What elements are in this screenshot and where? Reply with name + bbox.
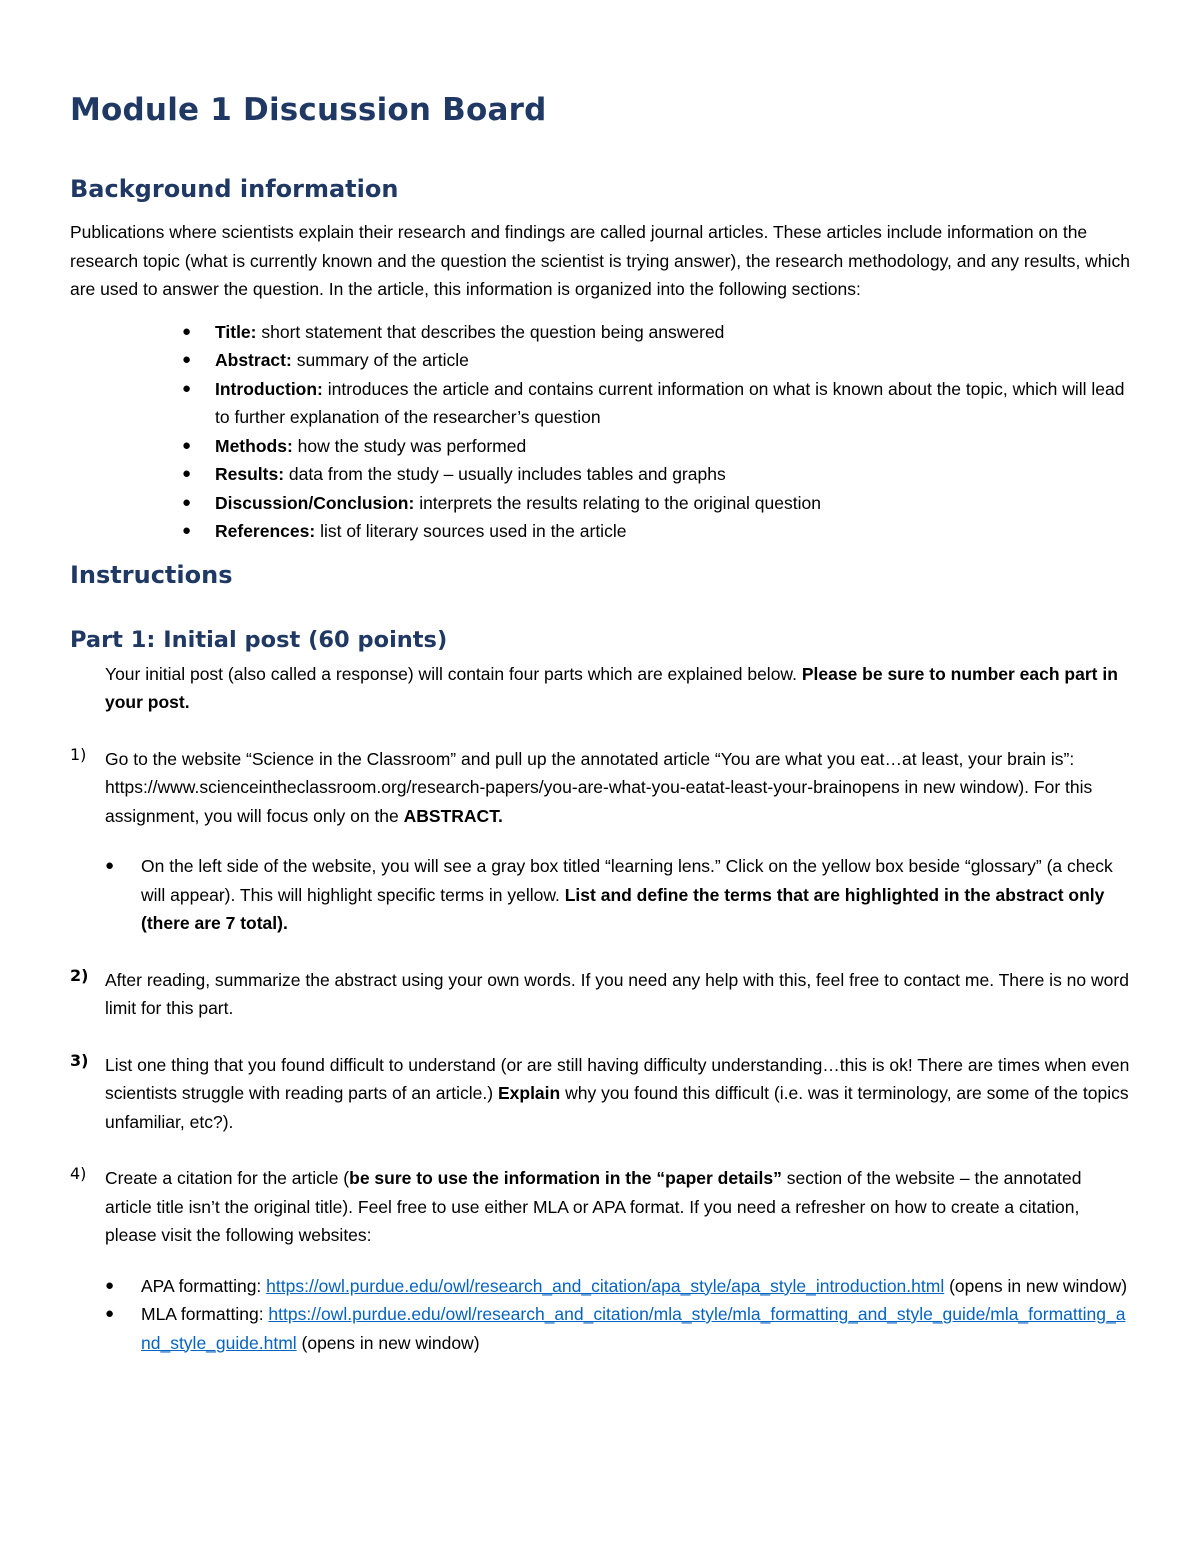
document-page <box>70 88 1132 1385</box>
bullet-icon: ● <box>105 1276 115 1294</box>
step-number: 4) <box>70 1164 87 1183</box>
list-item: ● Abstract: summary of the article <box>70 346 1132 375</box>
step-3: 3) List one thing that you found difficult to understand (or are still having difficulty understanding…this is ok! There are times when even scientists struggle with reading parts of an article.) Explain why you found this difficult (i.e. was it terminology, are some of the topics unfamiliar, etc?). <box>70 1050 1130 1132</box>
bullet-icon: ● <box>182 436 192 454</box>
part1-heading: Part 1: Initial post (60 points) <box>70 626 448 653</box>
list-item: ● On the left side of the website, you will see a gray box titled “learning lens.” Click on the yellow box beside “glossary” (a check will appear). This will highlight specific terms in yellow. List and define the terms that are highlighted in the abstract only (there are 7 total). <box>70 852 1132 938</box>
list-item: ● References: list of literary sources used in the article <box>70 517 1132 546</box>
background-heading: Background information <box>70 175 399 203</box>
list-item: ● Title: short statement that describes the question being answered <box>70 318 1132 347</box>
list-item: ● Discussion/Conclusion: interprets the results relating to the original question <box>70 489 1132 518</box>
step-1: 1) Go to the website “Science in the Classroom” and pull up the annotated article “You are what you eat…at least, your brain is”: https://www.scienceintheclassroom.org/research-papers/you-are-what-you-eatat-least-your-brainopens in new window). For this assignment, you will focus only on the ABSTRACT. <box>70 744 1093 826</box>
bullet-icon: ● <box>182 465 192 482</box>
part1-intro: Your initial post (also called a response) will contain four parts which are explained below. Please be sure to number each part in your post. <box>105 663 1118 712</box>
step-2: 2) After reading, summarize the abstract using your own words. If you need any help with this, feel free to contact me. There is no word limit for this part. <box>70 965 1129 1018</box>
list-item: ● Introduction: introduces the article and contains current information on what is known about the topic, which will lead to further explanation of the researcher’s question <box>70 375 1132 432</box>
sections-list <box>70 318 1132 546</box>
step-4: 4) Create a citation for the article (be sure to use the information in the “paper details” section of the website – the annotated article title isn’t the original title). Feel free to use either MLA or APA format. If you need a refresher on how to create a citation, please visit the following websites: <box>70 1164 1082 1245</box>
bullet-icon: ● <box>182 522 192 539</box>
instructions-heading: Instructions <box>70 560 233 589</box>
list-item: ● Results: data from the study – usually includes tables and graphs <box>70 460 1132 489</box>
background-paragraph: Publications where scientists explain their research and findings are called journal articles. These articles include information on the research topic (what is currently known and the question the scientist is trying answer), the research methodology, and any results, which are used to answer the question. In the article, this information is organized into the following sections: <box>70 222 1130 299</box>
list-item: ● Methods: how the study was performed <box>70 432 1132 461</box>
citation-links-list <box>70 1272 1132 1358</box>
step-number: 3) <box>70 1050 89 1070</box>
bullet-icon: ● <box>182 379 192 397</box>
bullet-icon: ● <box>105 857 115 874</box>
list-item: ● MLA formatting: https://owl.purdue.edu/owl/research_and_citation/mla_style/mla_formatting_and_style_guide/mla_formatting_and_style_guide.html (opens in new window) <box>70 1300 1132 1357</box>
step-number: 2) <box>70 965 89 985</box>
step-number: 1) <box>70 744 87 764</box>
bullet-icon: ● <box>105 1305 115 1322</box>
bullet-icon: ● <box>182 493 192 511</box>
list-item: ● APA formatting: https://owl.purdue.edu/owl/research_and_citation/apa_style/apa_style_introduction.html (opens in new window) <box>70 1272 1132 1301</box>
mla-link[interactable]: https://owl.purdue.edu/owl/research_and_citation/mla_style/mla_formatting_and_style_guide/mla_formatting_and_style_guide.html <box>141 1304 1126 1353</box>
bullet-icon: ● <box>182 322 192 340</box>
bullet-icon: ● <box>182 351 192 368</box>
page-title: Module 1 Discussion Board <box>70 92 547 128</box>
apa-link[interactable]: https://owl.purdue.edu/owl/research_and_citation/apa_style/apa_style_introduction.html <box>266 1275 945 1296</box>
step-1-sublist <box>70 852 1132 938</box>
